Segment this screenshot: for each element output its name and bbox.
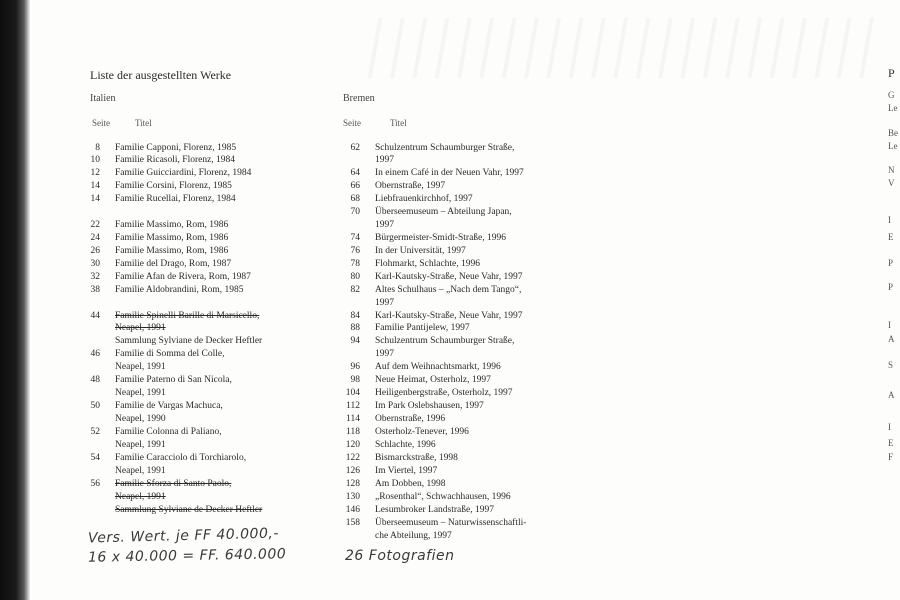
bremen-work-title: In einem Café in der Neuen Vahr, 1997 <box>375 168 524 178</box>
bremen-page-number: 80 <box>350 272 360 282</box>
bremen-page-number: 88 <box>350 323 360 333</box>
bremen-work-title: Neue Heimat, Osterholz, 1997 <box>375 375 491 385</box>
bremen-page-number: 70 <box>350 207 360 217</box>
bremen-work-title: Obernstraße, 1996 <box>375 414 446 424</box>
italy-col-title: Titel <box>135 118 152 128</box>
bremen-work-title: Flohmarkt, Schlachte, 1996 <box>375 259 481 269</box>
right-edge-letter: I <box>888 320 891 330</box>
italy-work-title: Familie Aldobrandini, Rom, 1985 <box>115 285 244 295</box>
bremen-page-number: 62 <box>350 143 360 153</box>
italy-page-number: 24 <box>90 233 100 243</box>
italy-page-number: 12 <box>90 168 100 178</box>
bremen-page-number: 126 <box>345 466 360 476</box>
italy-work-title: Familie Caracciolo di Torchiarolo, <box>115 453 247 463</box>
italy-work-title: Neapel, 1991 <box>115 388 166 398</box>
italy-work-title: Familie de Vargas Machuca, <box>115 401 223 411</box>
bremen-page-number: 76 <box>350 246 360 256</box>
bremen-work-title: Karl-Kautsky-Straße, Neue Vahr, 1997 <box>375 272 523 282</box>
italy-work-title: Familie Capponi, Florenz, 1985 <box>115 143 237 153</box>
bremen-work-title: Überseemuseum – Abteilung Japan, <box>375 207 512 217</box>
italy-work-title: Familie Colonna di Paliano, <box>115 427 222 437</box>
right-edge-letter: P <box>888 258 894 268</box>
bremen-work-title: Schulzentrum Schaumburger Straße, <box>375 336 515 346</box>
italy-page-number: 14 <box>90 194 100 204</box>
italy-page-number: 50 <box>90 401 100 411</box>
italy-col-page: Seite <box>92 118 110 128</box>
bremen-work-title: 1997 <box>375 155 394 165</box>
italy-page-number: 54 <box>90 453 100 463</box>
bremen-page-number: 84 <box>350 311 360 321</box>
bremen-work-title: 1997 <box>375 349 394 359</box>
bremen-page-number: 68 <box>350 194 360 204</box>
bremen-work-title: Altes Schulhaus – „Nach dem Tango“, <box>375 285 522 295</box>
right-edge-letter: N <box>888 165 895 175</box>
bremen-col-title: Titel <box>390 118 407 128</box>
italy-page-number: 44 <box>90 311 100 321</box>
right-edge-letter: S <box>888 360 894 370</box>
right-edge-letter: Le <box>888 141 898 151</box>
italy-work-title: Familie Massimo, Rom, 1986 <box>115 220 229 230</box>
italy-page-number: 56 <box>90 479 100 489</box>
bremen-work-title: Auf dem Weihnachtsmarkt, 1996 <box>375 362 501 372</box>
bremen-page-number: 120 <box>345 440 360 450</box>
right-edge-letter: P <box>888 282 894 292</box>
bremen-work-title: Bürgermeister-Smidt-Straße, 1996 <box>375 233 507 243</box>
italy-heading: Italien <box>90 93 116 104</box>
italy-work-title: Familie Spinelli Barille di Marsicello, <box>115 311 260 321</box>
bremen-work-title: „Rosenthal“, Schwachhausen, 1996 <box>375 492 511 502</box>
bremen-page-number: 112 <box>346 401 360 411</box>
bremen-work-title: Im Viertel, 1997 <box>375 466 438 476</box>
bremen-work-title: Bismarckstraße, 1998 <box>375 453 458 463</box>
italy-work-title: Neapel, 1990 <box>115 414 166 424</box>
bremen-page-number: 114 <box>346 414 360 424</box>
right-edge-letter: G <box>888 90 895 100</box>
italy-work-title: Neapel, 1991 <box>115 440 166 450</box>
bremen-col-page: Seite <box>343 118 361 128</box>
bremen-work-title: 1997 <box>375 220 394 230</box>
right-edge-letter: Le <box>888 103 898 113</box>
right-edge-letter: E <box>888 438 894 448</box>
italy-work-title: Familie Ricasoli, Florenz, 1984 <box>115 155 236 165</box>
bremen-work-title: In der Universität, 1997 <box>375 246 466 256</box>
bremen-heading: Bremen <box>343 93 375 104</box>
right-edge-heading: P <box>888 66 895 80</box>
bremen-work-title: Karl-Kautsky-Straße, Neue Vahr, 1997 <box>375 311 523 321</box>
italy-page-number: 46 <box>90 349 100 359</box>
bremen-work-title: Schlachte, 1996 <box>375 440 436 450</box>
italy-page-number: 22 <box>90 220 100 230</box>
bremen-work-title: Lesumbroker Landstraße, 1997 <box>375 505 494 515</box>
bremen-work-title: Obernstraße, 1997 <box>375 181 446 191</box>
italy-page-number: 52 <box>90 427 100 437</box>
scan-shadow-edge <box>0 0 30 600</box>
right-edge-letter: V <box>888 178 895 188</box>
italy-work-title: Familie Guicciardini, Florenz, 1984 <box>115 168 252 178</box>
bremen-work-title: che Abteilung, 1997 <box>375 531 452 541</box>
italy-page-number: 48 <box>90 375 100 385</box>
italy-page-number: 14 <box>90 181 100 191</box>
bremen-page-number: 98 <box>350 375 360 385</box>
show-through-artifact <box>360 18 880 78</box>
right-edge-letter: I <box>888 215 891 225</box>
bremen-work-title: Heiligenbergstraße, Osterholz, 1997 <box>375 388 513 398</box>
bremen-page-number: 78 <box>350 259 360 269</box>
right-edge-letter: E <box>888 232 894 242</box>
bremen-page-number: 82 <box>350 285 360 295</box>
bremen-work-title: Schulzentrum Schaumburger Straße, <box>375 143 515 153</box>
italy-page-number: 26 <box>90 246 100 256</box>
right-edge-letter: Be <box>888 128 898 138</box>
bremen-page-number: 64 <box>350 168 360 178</box>
italy-work-title: Neapel, 1991 <box>115 362 166 372</box>
italy-work-title: Familie Massimo, Rom, 1986 <box>115 246 229 256</box>
italy-work-title: Familie Paterno di San Nicola, <box>115 375 232 385</box>
italy-work-title: Sammlung Sylviane de Decker Heftler <box>115 336 263 346</box>
right-edge-letter: A <box>888 334 895 344</box>
italy-work-title: Familie Rucellai, Florenz, 1984 <box>115 194 236 204</box>
bremen-page-number: 96 <box>350 362 360 372</box>
italy-page-number: 8 <box>95 143 100 153</box>
right-edge-letter: A <box>888 390 895 400</box>
italy-work-title: Familie Corsini, Florenz, 1985 <box>115 181 232 191</box>
italy-work-title: Familie del Drago, Rom, 1987 <box>115 259 232 269</box>
right-edge-letter: F <box>888 452 894 462</box>
bremen-work-title: Im Park Oslebshausen, 1997 <box>375 401 484 411</box>
italy-page-number: 10 <box>90 155 100 165</box>
bremen-page-number: 94 <box>350 336 360 346</box>
bremen-work-title: Liebfrauenkirchhof, 1997 <box>375 194 473 204</box>
handwritten-value-note: Vers. Wert. je FF 40.000,- <box>87 525 280 547</box>
bremen-page-number: 74 <box>350 233 360 243</box>
bremen-work-title: Am Dobben, 1998 <box>375 479 446 489</box>
italy-work-title: Sammlung Sylviane de Decker Heftler <box>115 505 263 515</box>
italy-work-title: Familie Massimo, Rom, 1986 <box>115 233 229 243</box>
bremen-page-number: 118 <box>346 427 360 437</box>
bremen-page-number: 128 <box>345 479 360 489</box>
handwritten-photo-count: 26 Fotografien <box>345 548 455 564</box>
italy-work-title: Neapel, 1991 <box>115 466 166 476</box>
bremen-page-number: 122 <box>345 453 360 463</box>
italy-page-number: 30 <box>90 259 100 269</box>
document-title: Liste der ausgestellten Werke <box>90 68 232 82</box>
bremen-work-title: Überseemuseum – Naturwissenschaftli- <box>375 518 527 528</box>
bremen-page-number: 158 <box>345 518 360 528</box>
bremen-page-number: 66 <box>350 181 360 191</box>
handwritten-total-note: 16 x 40.000 = FF. 640.000 <box>87 546 287 566</box>
italy-work-title: Familie Afan de Rivera, Rom, 1987 <box>115 272 251 282</box>
right-edge-letter: I <box>888 422 891 432</box>
bremen-page-number: 104 <box>345 388 360 398</box>
italy-page-number: 38 <box>90 285 100 295</box>
italy-work-title: Neapel, 1991 <box>115 323 166 333</box>
bremen-work-title: Familie Pantijelew, 1997 <box>375 323 470 333</box>
italy-work-title: Familie di Somma del Colle, <box>115 349 225 359</box>
bremen-work-title: 1997 <box>375 298 394 308</box>
bremen-page-number: 130 <box>345 492 360 502</box>
bremen-work-title: Osterholz-Tenever, 1996 <box>375 427 469 437</box>
bremen-page-number: 146 <box>345 505 360 515</box>
italy-work-title: Familie Sforza di Santo Paolo, <box>115 479 232 489</box>
italy-page-number: 32 <box>90 272 100 282</box>
italy-work-title: Neapel, 1991 <box>115 492 166 502</box>
